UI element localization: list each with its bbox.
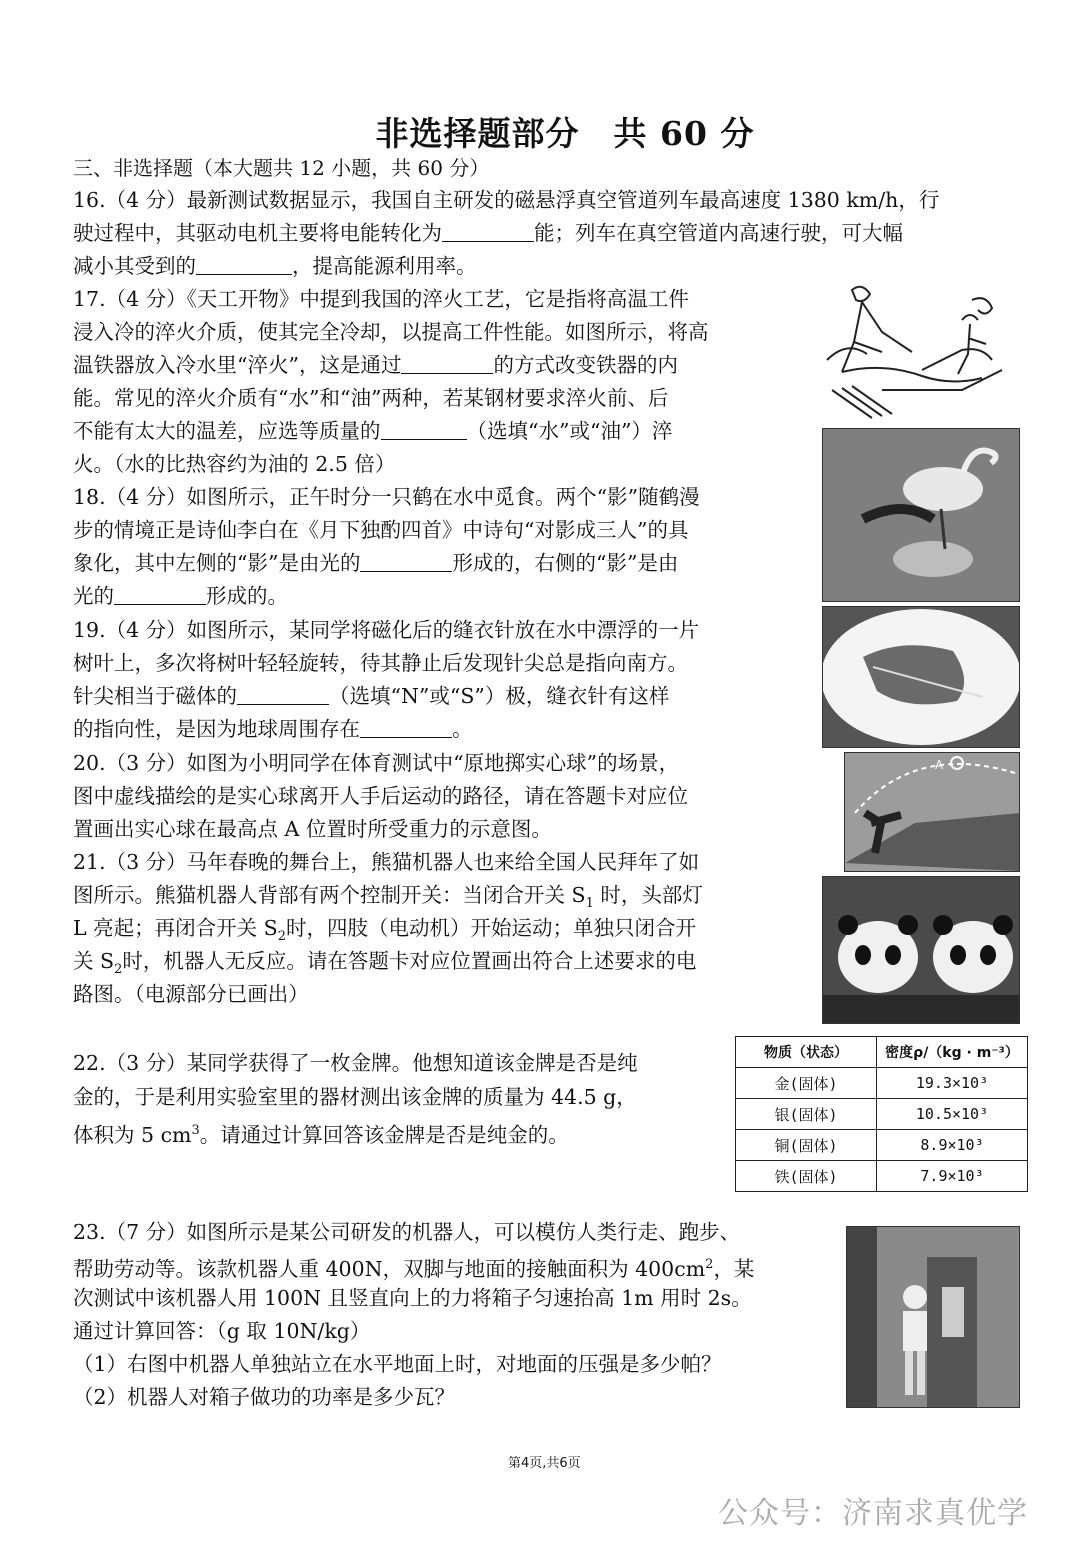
q23-line-3: 次测试中该机器人用 100N 且竖直向上的力将箱子匀速抬高 1m 用时 2s。 <box>73 1286 752 1310</box>
answer-blank <box>360 551 452 572</box>
q18-line-4: 光的 形成的。 <box>73 584 288 608</box>
table-row <box>736 1068 1028 1099</box>
answer-blank <box>114 584 206 605</box>
q23-line-4: 通过计算回答：（g 取 10N/kg） <box>73 1319 371 1343</box>
table-cell-density: 19.3×10³ <box>877 1068 1028 1099</box>
q16-line-3: 减小其受到的 ，提高能源利用率。 <box>73 254 477 278</box>
q21-line-1: 21.（3 分）马年春晚的舞台上，熊猫机器人也来给全国人民拜年了如 <box>73 850 700 874</box>
table-header-density: 密度ρ/（kg · m⁻³） <box>877 1037 1028 1068</box>
answer-blank <box>401 353 493 374</box>
q18-line-1: 18.（4 分）如图所示，正午时分一只鹤在水中觅食。两个“影”随鹤漫 <box>73 485 700 509</box>
q21-line-4: 关 $S_2$时，机器人无反应。请在答题卡对应位置画出符合上述要求的电 <box>73 949 697 978</box>
q17-line-6: 火。（水的比热容约为油的 2.5 倍） <box>73 452 396 476</box>
answer-blank <box>442 221 534 242</box>
table-cell-density: 10.5×10³ <box>877 1099 1028 1130</box>
q17-line-4: 能。常见的淬火介质有“水”和“油”两种，若某钢材要求淬火前、后 <box>73 386 669 410</box>
q19-line-2: 树叶上，多次将树叶轻轻旋转，待其静止后发现针尖总是指向南方。 <box>73 651 688 675</box>
q16-line-2: 驶过程中，其驱动电机主要将电能转化为 能；列车在真空管道内高速行驶，可大幅 <box>73 221 903 245</box>
table-cell-substance: 金(固体) <box>736 1068 877 1099</box>
robot-photo <box>846 1226 1020 1408</box>
shot-put-photo <box>844 752 1020 872</box>
q18-line-3: 象化，其中左侧的“影”是由光的 形成的，右侧的“影”是由 <box>73 551 679 575</box>
answer-blank <box>196 254 292 275</box>
q22-line-3: 体积为 5 $cm^3$。请通过计算回答该金牌是否是纯金的。 <box>73 1122 569 1147</box>
table-row <box>736 1161 1028 1192</box>
table-header-substance: 物质（状态） <box>736 1037 877 1068</box>
crane-photo <box>822 428 1020 602</box>
q20-line-1: 20.（3 分）如图为小明同学在体育测试中“原地掷实心球”的场景， <box>73 751 680 775</box>
section-heading: 三、非选择题（本大题共 12 小题，共 60 分） <box>73 156 490 180</box>
q23-line-1: 23.（7 分）如图所示是某公司研发的机器人，可以模仿人类行走、跑步、 <box>73 1220 741 1244</box>
q21-line-2: 图所示。熊猫机器人背部有两个控制开关：当闭合开关 $S_1$ 时，头部灯 <box>73 883 703 912</box>
q21-line-5: 路图。（电源部分已画出） <box>73 982 309 1006</box>
q16-line-1: 16.（4 分）最新测试数据显示，我国自主研发的磁悬浮真空管道列车最高速度 1380 km/h，行 <box>73 188 940 212</box>
table-cell-density: 7.9×10³ <box>877 1161 1028 1192</box>
quenching-illustration <box>822 280 1018 420</box>
q19-line-1: 19.（4 分）如图所示，某同学将磁化后的缝衣针放在水中漂浮的一片 <box>73 618 700 642</box>
table-cell-density: 8.9×10³ <box>877 1130 1028 1161</box>
table-cell-substance: 铜(固体) <box>736 1130 877 1161</box>
page-footer: 第4页,共6页 <box>508 1456 581 1471</box>
answer-blank <box>237 684 329 705</box>
q19-line-4: 的指向性，是因为地球周围存在 。 <box>73 717 473 741</box>
answer-blank <box>381 419 467 440</box>
q19-line-3: 针尖相当于磁体的 （选填“N”或“S”）极，缝衣针有这样 <box>73 684 670 708</box>
table-row <box>736 1099 1028 1130</box>
q20-line-3: 置画出实心球在最高点 A 位置时所受重力的示意图。 <box>73 817 552 841</box>
q17-line-1: 17.（4 分）《天工开物》中提到我国的淬火工艺，它是指将高温工件 <box>73 287 689 311</box>
q21-line-3: L 亮起；再闭合开关 $S_2$时，四肢（电动机）开始运动；单独只闭合开 <box>73 916 696 945</box>
q22-line-2: 金的，于是利用实验室里的器材测出该金牌的质量为 44.5 g， <box>73 1085 637 1109</box>
q23-line-2: 帮助劳动等。该款机器人重 400N，双脚与地面的接触面积为 $400cm^2$，某 <box>73 1256 755 1281</box>
page-title: 非选择题部分 共 60 分 <box>375 114 755 153</box>
q18-line-2: 步的情境正是诗仙李白在《月下独酌四首》中诗句“对影成三人”的具 <box>73 518 689 542</box>
density-table <box>735 1036 1028 1192</box>
table-row <box>736 1130 1028 1161</box>
table-cell-substance: 铁(固体) <box>736 1161 877 1192</box>
watermark: 公众号：济南求真优学 <box>718 1496 1028 1531</box>
q20-line-2: 图中虚线描绘的是实心球离开人手后运动的路径，请在答题卡对应位 <box>73 784 688 808</box>
q23-line-5: （1）右图中机器人单独站立在水平地面上时，对地面的压强是多少帕？ <box>73 1352 722 1376</box>
table-cell-substance: 银(固体) <box>736 1099 877 1130</box>
point-a-label: A <box>935 758 944 772</box>
q23-line-6: （2）机器人对箱子做功的功率是多少瓦？ <box>73 1385 456 1409</box>
answer-blank <box>360 717 452 738</box>
panda-robot-photo <box>822 876 1020 1024</box>
q17-line-5: 不能有太大的温差，应选等质量的 （选填“水”或“油”）淬 <box>73 419 673 443</box>
floating-needle-photo <box>822 606 1020 748</box>
table-header-row <box>736 1037 1028 1068</box>
q17-line-2: 浸入冷的淬火介质，使其完全冷却，以提高工件性能。如图所示，将高 <box>73 320 709 344</box>
q17-line-3: 温铁器放入冷水里“淬火”，这是通过 的方式改变铁器的内 <box>73 353 678 377</box>
q22-line-1: 22.（3 分）某同学获得了一枚金牌。他想知道该金牌是否是纯 <box>73 1051 638 1075</box>
